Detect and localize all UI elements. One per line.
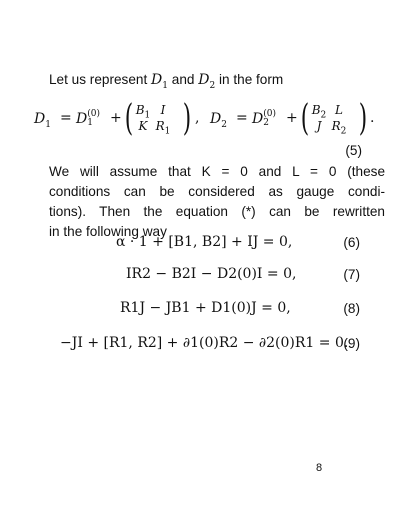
equation-6-number: (6) xyxy=(343,235,360,250)
eq5-lparen-1: ( xyxy=(124,98,134,139)
matrix-2 xyxy=(309,102,349,137)
m2-j: J xyxy=(316,119,322,133)
m1-i: I xyxy=(160,103,166,117)
eq5-equals-2: = xyxy=(236,110,248,126)
m2-l: L xyxy=(335,103,343,117)
d1-symbol: $D_1$ xyxy=(151,72,168,91)
intro-paragraph xyxy=(49,70,385,90)
para2-line4: in the following way xyxy=(49,224,167,239)
m1-r1: $R_1$ xyxy=(155,119,171,137)
para2-line3: tions). Then the equation (*) can be rewritten xyxy=(49,204,385,219)
equation-9-number: (9) xyxy=(343,336,360,351)
assumption-paragraph xyxy=(49,162,385,242)
eq5-lhs1: $D_1$ xyxy=(34,111,51,130)
eq5-plus-2: + xyxy=(286,110,298,126)
matrix-1 xyxy=(133,102,173,137)
equation-7: IR2 − B2I − D2(0)I = 0, xyxy=(126,266,297,282)
para2-line1: We will assume that K = 0 and L = 0 (these xyxy=(49,164,385,179)
equation-8-number: (8) xyxy=(343,301,360,316)
eq5-d0-2: D (0) 2 xyxy=(252,109,276,128)
eq5-lhs2: $D_2$ xyxy=(210,111,227,130)
eq5-comma: , xyxy=(195,110,200,126)
d2-symbol: $D_2$ xyxy=(198,72,216,91)
m2-r2: $R_2$ xyxy=(331,119,347,137)
eq5-rparen-1: ) xyxy=(182,98,192,139)
eq5-lparen-2: ( xyxy=(300,98,310,139)
intro-text: Let us represent xyxy=(49,72,148,87)
eq5-period: . xyxy=(370,110,375,126)
intro-tail: in the form xyxy=(219,72,284,87)
equation-6: α · 1 + [B1, B2] + IJ = 0, xyxy=(116,234,293,250)
m2-b2: $B_2$ xyxy=(311,103,327,121)
intro-and: and xyxy=(171,72,195,87)
m1-k: K xyxy=(138,119,148,133)
equation-5 xyxy=(34,100,394,140)
eq5-rparen-2: ) xyxy=(358,98,368,139)
eq5-equals-1: = xyxy=(60,110,72,126)
m1-b1: $B_1$ xyxy=(135,103,151,121)
eq5-number: (5) xyxy=(345,143,362,158)
equation-7-number: (7) xyxy=(343,267,360,282)
page-number: 8 xyxy=(316,462,323,474)
eq5-d0-1: D (0) 1 xyxy=(76,109,100,128)
equation-9: −JI + [R1, R2] + ∂1(0)R2 − ∂2(0)R1 = 0. xyxy=(60,335,349,351)
equation-8: R1J − JB1 + D1(0)J = 0, xyxy=(120,300,291,316)
para2-line2: conditions can be considered as gauge condi- xyxy=(49,184,385,199)
eq5-plus-1: + xyxy=(110,110,122,126)
